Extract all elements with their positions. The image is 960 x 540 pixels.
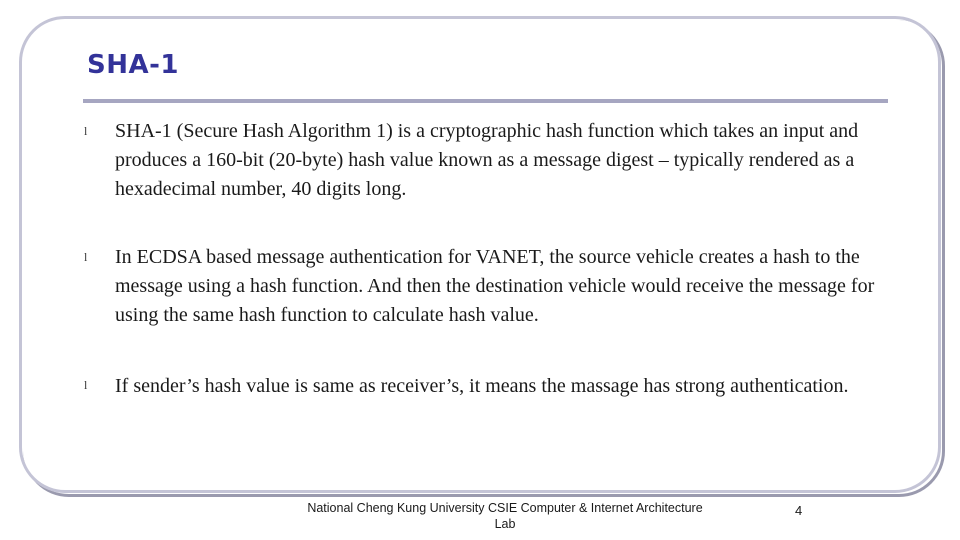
slide-title: SHA-1	[87, 50, 179, 80]
bullet-text: If sender’s hash value is same as receiver’s, it means the massage has strong authentication.	[115, 375, 849, 397]
bullet-item	[84, 369, 884, 403]
bullet-marker: l	[84, 124, 88, 138]
title-underline	[83, 99, 888, 103]
page-number: 4	[795, 503, 803, 518]
bullet-text: In ECDSA based message authentication for VANET, the source vehicle creates a hash to the message using a hash function. And then the destination vehicle would receive the message for using the same hash function to calculate hash value.	[115, 246, 875, 326]
bullet-marker: l	[84, 250, 88, 264]
bullet-item	[84, 117, 884, 204]
bullet-list	[84, 117, 884, 403]
bullet-text: SHA-1 (Secure Hash Algorithm 1) is a cryptographic hash function which takes an input and produces a 160-bit (20-byte) hash value known as a message digest – typically rendered as a hexadecimal number, 40 digits long.	[115, 120, 859, 200]
footer-text: National Cheng Kung University CSIE Computer & Internet Architecture Lab	[307, 501, 703, 531]
bullet-item	[84, 243, 884, 330]
bullet-marker: l	[84, 378, 88, 392]
